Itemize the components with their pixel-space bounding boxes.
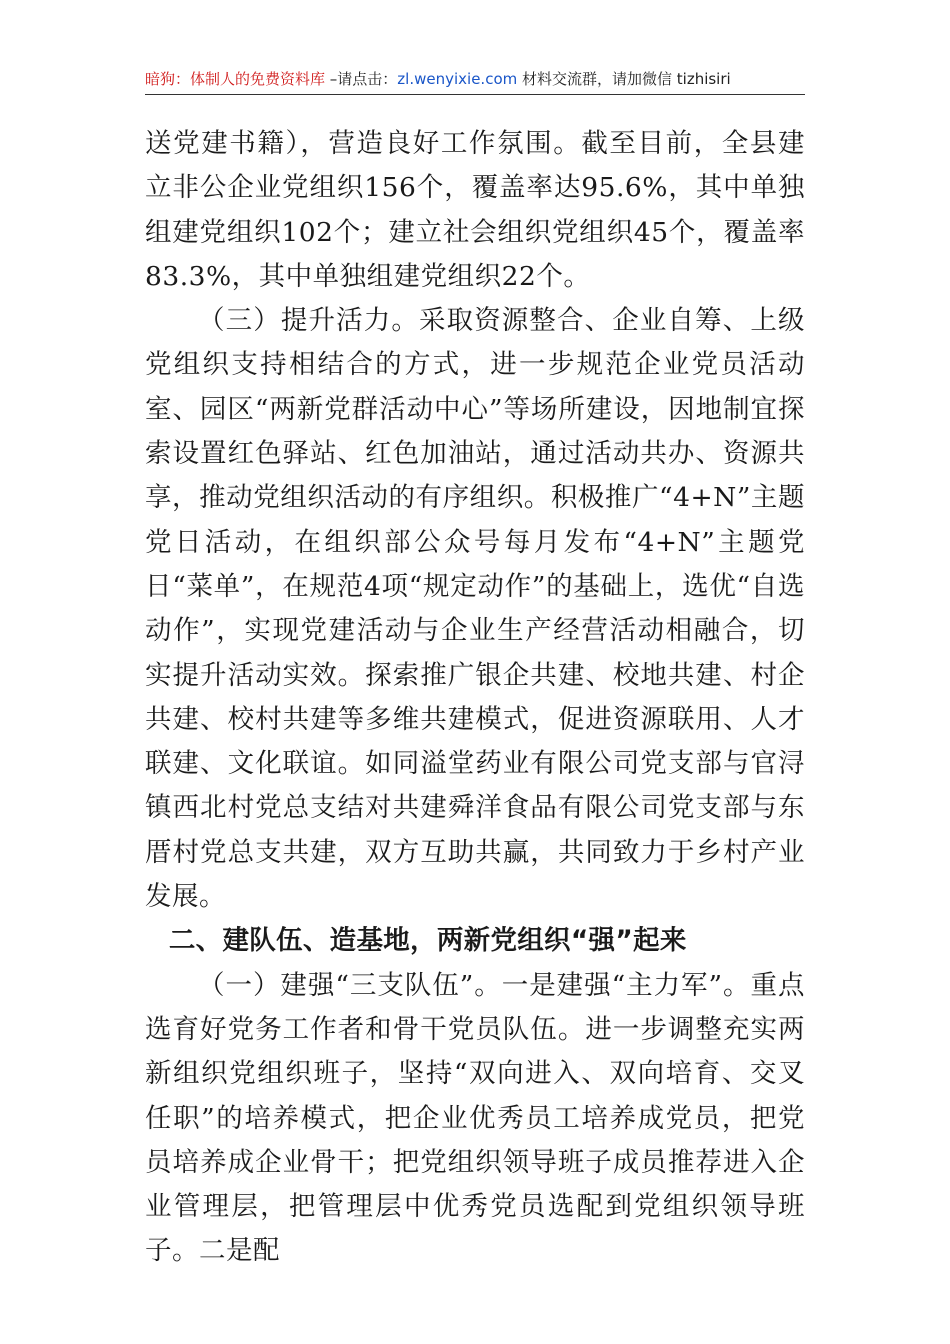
- header-click-text: –请点击：: [325, 70, 398, 88]
- document-body: [145, 122, 805, 1274]
- paragraph-continued: 送党建书籍），营造良好工作氛围。截至目前，全县建立非公企业党组织156个，覆盖率达95.6%，其中单独组建党组织102个；建立社会组织党组织45个，覆盖率83.3%，其中单独组建党组织22个。: [145, 128, 805, 292]
- paragraph-section-three: （三）提升活力。采取资源整合、企业自筹、上级党组织支持相结合的方式，进一步规范企业党员活动室、园区“两新党群活动中心”等场所建设，因地制宜探索设置红色驿站、红色加油站，通过活动共办、资源共享，推动党组织活动的有序组织。积极推广“4+N”主题党日活动，在组织部公众号每月发布“4+N”主题党日“菜单”，在规范4项“规定动作”的基础上，选优“自选动作”，实现党建活动与企业生产经营活动相融合，切实提升活动实效。探索推广银企共建、校地共建、村企共建、校村共建等多维共建模式，促进资源联用、人才联建、文化联谊。如同溢堂药业有限公司党支部与官浔镇西北村党总支结对共建舜洋食品有限公司党支部与东厝村党总支共建，双方互助共赢，共同致力于乡村产业发展。: [145, 305, 805, 913]
- page-header: [145, 64, 805, 95]
- header-ad-text: 暗狗：体制人的免费资料库: [145, 70, 326, 88]
- header-contact-text: 材料交流群，请加微信 tizhisiri: [517, 70, 731, 88]
- section-heading: 二、建队伍、造基地，两新党组织“强”起来: [168, 925, 687, 957]
- paragraph-section-one: （一）建强“三支队伍”。一是建强“主力军”。重点选育好党务工作者和骨干党员队伍。进一步调整充实两新组织党组织班子，坚持“双向进入、双向培育、交叉任职”的培养模式，把企业优秀员工培养成党员，把党员培养成企业骨干；把党组织领导班子成员推荐进入企业管理层，把管理层中优秀党员选配到党组织领导班子。二是配: [145, 969, 805, 1267]
- header-link[interactable]: zl.wenyixie.com: [397, 70, 518, 88]
